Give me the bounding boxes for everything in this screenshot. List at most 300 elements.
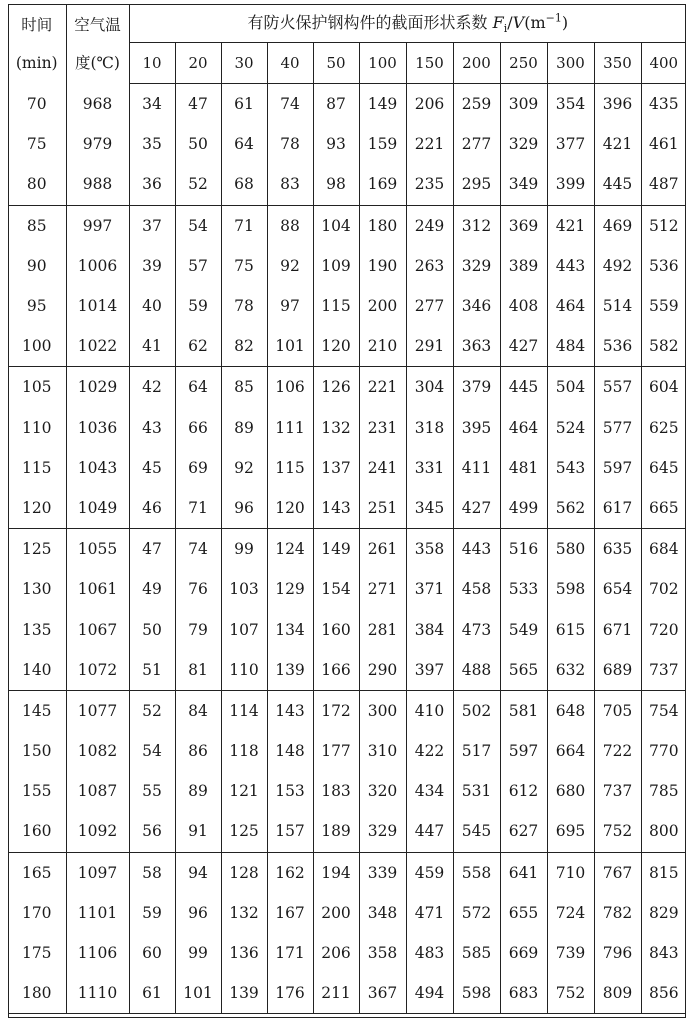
table-row xyxy=(8,246,686,286)
factor-header: 100 xyxy=(359,43,406,84)
table-row xyxy=(8,771,686,811)
cell-value: 68 xyxy=(221,164,267,205)
table-row xyxy=(8,973,686,1014)
cell-value: 177 xyxy=(313,731,359,771)
cell-value: 39 xyxy=(142,256,162,275)
cell-value: 737 xyxy=(641,650,686,691)
cell-value: 396 xyxy=(594,84,641,125)
cell-value: 76 xyxy=(175,569,221,609)
cell-value: 132 xyxy=(221,893,267,933)
table-row xyxy=(8,448,686,488)
cell-value: 149 xyxy=(313,529,359,570)
cell-air-temperature: 1022 xyxy=(66,326,129,367)
cell-value: 577 xyxy=(594,408,641,448)
cell-value: 318 xyxy=(406,408,453,448)
cell-value: 83 xyxy=(267,164,313,205)
cell-value: 422 xyxy=(406,731,453,771)
cell-value: 110 xyxy=(221,650,267,691)
cell-value: 512 xyxy=(641,205,686,246)
cell-value: 800 xyxy=(641,811,686,852)
cell-value: 74 xyxy=(267,84,313,125)
cell-value: 684 xyxy=(641,529,686,570)
factor-header: 30 xyxy=(221,43,267,84)
cell-value: 172 xyxy=(313,690,359,731)
cell-value: 329 xyxy=(500,124,547,164)
cell-air-temperature: 1077 xyxy=(66,690,129,731)
cell-value: 612 xyxy=(500,771,547,811)
cell-value: 648 xyxy=(547,690,594,731)
cell-value: 421 xyxy=(594,124,641,164)
cell-value: 572 xyxy=(453,893,500,933)
factor-header: 150 xyxy=(406,43,453,84)
cell-value: 85 xyxy=(221,367,267,408)
cell-value: 89 xyxy=(221,408,267,448)
factor-header: 250 xyxy=(500,43,547,84)
header-temperature xyxy=(66,4,129,84)
factor-header: 400 xyxy=(641,43,686,84)
cell-value: 98 xyxy=(313,164,359,205)
cell-value: 52 xyxy=(175,164,221,205)
header-span-text: 有防火保护钢构件的截面形状系数 xyxy=(247,13,488,33)
cell-value: 259 xyxy=(453,84,500,125)
cell-value: 597 xyxy=(594,448,641,488)
formula-close: ) xyxy=(561,13,569,33)
cell-value: 558 xyxy=(453,852,500,893)
cell-value: 531 xyxy=(453,771,500,811)
cell-value: 129 xyxy=(267,569,313,609)
cell-value: 92 xyxy=(221,448,267,488)
cell-value: 50 xyxy=(175,124,221,164)
table-row xyxy=(8,408,686,448)
cell-value: 251 xyxy=(359,488,406,529)
cell-time: 170 xyxy=(8,893,66,933)
cell-value: 445 xyxy=(594,164,641,205)
cell-value: 349 xyxy=(500,164,547,205)
cell-value: 41 xyxy=(129,326,175,367)
cell-value: 210 xyxy=(359,326,406,367)
cell-value: 88 xyxy=(267,205,313,246)
cell-value: 720 xyxy=(641,609,686,649)
cell-value: 249 xyxy=(406,205,453,246)
cell-value: 160 xyxy=(313,609,359,649)
cell-value: 54 xyxy=(142,742,162,761)
table-row xyxy=(8,124,686,164)
cell-air-temperature: 1097 xyxy=(66,852,129,893)
cell-value: 514 xyxy=(594,286,641,326)
cell-air-temperature: 1087 xyxy=(66,771,129,811)
cell-value: 645 xyxy=(641,448,686,488)
cell-value: 856 xyxy=(641,973,686,1014)
cell-value: 487 xyxy=(641,164,686,205)
cell-value: 86 xyxy=(175,731,221,771)
cell-value: 329 xyxy=(359,811,406,852)
cell-value: 543 xyxy=(547,448,594,488)
cell-air-temperature: 1036 xyxy=(66,408,129,448)
cell-time: 95 xyxy=(8,286,66,326)
cell-value: 189 xyxy=(313,811,359,852)
cell-value: 143 xyxy=(267,690,313,731)
cell-value: 312 xyxy=(453,205,500,246)
cell-value: 111 xyxy=(267,408,313,448)
cell-value: 190 xyxy=(359,246,406,286)
cell-value: 752 xyxy=(547,973,594,1014)
cell-value: 78 xyxy=(267,124,313,164)
cell-value: 153 xyxy=(267,771,313,811)
formula-unit: (m xyxy=(524,13,546,33)
cell-value: 397 xyxy=(406,650,453,691)
cell-time: 160 xyxy=(8,811,66,852)
factor-header: 350 xyxy=(594,43,641,84)
cell-value: 64 xyxy=(175,367,221,408)
cell-value: 565 xyxy=(500,650,547,691)
header-temp-line2: 度(℃) xyxy=(75,53,120,72)
cell-value: 143 xyxy=(313,488,359,529)
cell-value: 597 xyxy=(500,731,547,771)
cell-value: 671 xyxy=(594,609,641,649)
cell-value: 59 xyxy=(142,903,162,922)
cell-value: 109 xyxy=(313,246,359,286)
cell-value: 464 xyxy=(500,408,547,448)
cell-value: 183 xyxy=(313,771,359,811)
cell-value: 310 xyxy=(359,731,406,771)
cell-value: 99 xyxy=(175,933,221,973)
cell-value: 231 xyxy=(359,408,406,448)
table-row xyxy=(8,731,686,771)
cell-value: 843 xyxy=(641,933,686,973)
cell-value: 137 xyxy=(313,448,359,488)
cell-value: 62 xyxy=(175,326,221,367)
cell-value: 331 xyxy=(406,448,453,488)
cell-value: 782 xyxy=(594,893,641,933)
cell-value: 427 xyxy=(453,488,500,529)
cell-value: 615 xyxy=(547,609,594,649)
cell-value: 139 xyxy=(267,650,313,691)
cell-value: 277 xyxy=(406,286,453,326)
cell-value: 118 xyxy=(221,731,267,771)
cell-value: 235 xyxy=(406,164,453,205)
table-row xyxy=(8,488,686,529)
formula-slash: / xyxy=(507,13,513,33)
cell-value: 754 xyxy=(641,690,686,731)
cell-air-temperature: 1101 xyxy=(66,893,129,933)
cell-value: 469 xyxy=(594,205,641,246)
cell-value: 75 xyxy=(221,246,267,286)
cell-value: 59 xyxy=(175,286,221,326)
cell-value: 484 xyxy=(547,326,594,367)
table-row xyxy=(8,326,686,367)
cell-value: 60 xyxy=(142,944,162,963)
table-row xyxy=(8,893,686,933)
cell-time: 155 xyxy=(8,771,66,811)
cell-time: 90 xyxy=(8,246,66,286)
cell-value: 128 xyxy=(221,852,267,893)
cell-value: 221 xyxy=(406,124,453,164)
cell-value: 483 xyxy=(406,933,453,973)
table-row xyxy=(8,286,686,326)
cell-value: 346 xyxy=(453,286,500,326)
cell-value: 277 xyxy=(453,124,500,164)
table-row xyxy=(8,164,686,205)
cell-value: 194 xyxy=(313,852,359,893)
cell-value: 809 xyxy=(594,973,641,1014)
cell-value: 796 xyxy=(594,933,641,973)
cell-value: 47 xyxy=(175,84,221,125)
cell-time: 150 xyxy=(8,731,66,771)
cell-value: 159 xyxy=(359,124,406,164)
cell-value: 115 xyxy=(267,448,313,488)
cell-time: 135 xyxy=(8,609,66,649)
cell-value: 211 xyxy=(313,973,359,1014)
cell-value: 120 xyxy=(313,326,359,367)
cell-value: 37 xyxy=(142,216,162,235)
table-row xyxy=(8,811,686,852)
cell-air-temperature: 988 xyxy=(66,164,129,205)
cell-value: 169 xyxy=(359,164,406,205)
cell-value: 271 xyxy=(359,569,406,609)
cell-value: 815 xyxy=(641,852,686,893)
cell-air-temperature: 1049 xyxy=(66,488,129,529)
cell-air-temperature: 1110 xyxy=(66,973,129,1014)
cell-value: 91 xyxy=(175,811,221,852)
cell-value: 154 xyxy=(313,569,359,609)
cell-value: 281 xyxy=(359,609,406,649)
cell-time: 140 xyxy=(8,650,66,691)
cell-value: 358 xyxy=(406,529,453,570)
cell-value: 504 xyxy=(547,367,594,408)
cell-value: 71 xyxy=(221,205,267,246)
cell-value: 695 xyxy=(547,811,594,852)
cell-value: 97 xyxy=(267,286,313,326)
cell-value: 408 xyxy=(500,286,547,326)
cell-value: 114 xyxy=(221,690,267,731)
cell-air-temperature: 1006 xyxy=(66,246,129,286)
cell-value: 363 xyxy=(453,326,500,367)
cell-value: 55 xyxy=(142,782,162,801)
cell-value: 435 xyxy=(641,84,686,125)
cell-value: 665 xyxy=(641,488,686,529)
formula-sub: i xyxy=(503,22,508,36)
cell-value: 494 xyxy=(406,973,453,1014)
cell-value: 785 xyxy=(641,771,686,811)
header-time-line1: 时间 xyxy=(21,15,53,34)
cell-value: 339 xyxy=(359,852,406,893)
cell-value: 427 xyxy=(500,326,547,367)
table-row xyxy=(8,852,686,893)
cell-value: 291 xyxy=(406,326,453,367)
cell-value: 35 xyxy=(142,135,162,154)
cell-value: 54 xyxy=(175,205,221,246)
cell-value: 61 xyxy=(221,84,267,125)
cell-value: 206 xyxy=(406,84,453,125)
cell-time: 105 xyxy=(8,367,66,408)
cell-value: 443 xyxy=(453,529,500,570)
cell-value: 680 xyxy=(547,771,594,811)
cell-value: 221 xyxy=(359,367,406,408)
cell-value: 770 xyxy=(641,731,686,771)
cell-value: 162 xyxy=(267,852,313,893)
cell-value: 82 xyxy=(221,326,267,367)
cell-value: 69 xyxy=(175,448,221,488)
cell-value: 517 xyxy=(453,731,500,771)
cell-value: 45 xyxy=(142,458,162,477)
cell-value: 200 xyxy=(359,286,406,326)
table-row xyxy=(8,650,686,691)
cell-air-temperature: 1029 xyxy=(66,367,129,408)
cell-time: 165 xyxy=(8,852,66,893)
table-row xyxy=(8,569,686,609)
cell-value: 43 xyxy=(142,418,162,437)
cell-value: 549 xyxy=(500,609,547,649)
cell-value: 654 xyxy=(594,569,641,609)
factor-header: 40 xyxy=(267,43,313,84)
cell-value: 46 xyxy=(129,488,175,529)
cell-value: 148 xyxy=(267,731,313,771)
cell-value: 641 xyxy=(500,852,547,893)
cell-value: 434 xyxy=(406,771,453,811)
cell-value: 421 xyxy=(547,205,594,246)
cell-value: 354 xyxy=(547,84,594,125)
cell-value: 689 xyxy=(594,650,641,691)
cell-value: 348 xyxy=(359,893,406,933)
cell-value: 516 xyxy=(500,529,547,570)
cell-value: 767 xyxy=(594,852,641,893)
cell-value: 47 xyxy=(142,540,162,559)
cell-value: 120 xyxy=(267,488,313,529)
cell-value: 149 xyxy=(359,84,406,125)
cell-value: 92 xyxy=(267,246,313,286)
cell-time: 75 xyxy=(8,124,66,164)
cell-value: 664 xyxy=(547,731,594,771)
cell-value: 49 xyxy=(142,580,162,599)
cell-value: 358 xyxy=(359,933,406,973)
cell-value: 36 xyxy=(129,164,175,205)
cell-value: 295 xyxy=(453,164,500,205)
factor-header: 50 xyxy=(313,43,359,84)
cell-value: 399 xyxy=(547,164,594,205)
cell-value: 705 xyxy=(594,690,641,731)
cell-air-temperature: 1061 xyxy=(66,569,129,609)
cell-value: 57 xyxy=(175,246,221,286)
cell-value: 261 xyxy=(359,529,406,570)
cell-value: 488 xyxy=(453,650,500,691)
cell-value: 598 xyxy=(547,569,594,609)
cell-value: 66 xyxy=(175,408,221,448)
cell-value: 200 xyxy=(313,893,359,933)
cell-air-temperature: 1014 xyxy=(66,286,129,326)
cell-value: 632 xyxy=(547,650,594,691)
cell-value: 557 xyxy=(594,367,641,408)
cell-value: 96 xyxy=(221,488,267,529)
cell-value: 329 xyxy=(453,246,500,286)
cell-air-temperature: 979 xyxy=(66,124,129,164)
cell-time: 115 xyxy=(8,448,66,488)
cell-time: 175 xyxy=(8,933,66,973)
cell-value: 61 xyxy=(129,973,175,1014)
cell-time: 180 xyxy=(8,973,66,1014)
cell-value: 443 xyxy=(547,246,594,286)
cell-value: 536 xyxy=(641,246,686,286)
table-row xyxy=(8,690,686,731)
cell-value: 167 xyxy=(267,893,313,933)
cell-value: 136 xyxy=(221,933,267,973)
cell-value: 604 xyxy=(641,367,686,408)
cell-value: 42 xyxy=(142,378,162,397)
cell-value: 598 xyxy=(453,973,500,1014)
cell-air-temperature: 997 xyxy=(66,205,129,246)
cell-air-temperature: 1055 xyxy=(66,529,129,570)
header-temp-line1: 空气温 xyxy=(74,15,121,34)
cell-value: 580 xyxy=(547,529,594,570)
cell-value: 384 xyxy=(406,609,453,649)
cell-value: 473 xyxy=(453,609,500,649)
cell-value: 157 xyxy=(267,811,313,852)
cell-value: 290 xyxy=(359,650,406,691)
cell-value: 93 xyxy=(313,124,359,164)
cell-value: 524 xyxy=(547,408,594,448)
cell-value: 107 xyxy=(221,609,267,649)
cell-value: 379 xyxy=(453,367,500,408)
cell-value: 581 xyxy=(500,690,547,731)
cell-time: 130 xyxy=(8,569,66,609)
cell-value: 106 xyxy=(267,367,313,408)
cell-value: 625 xyxy=(641,408,686,448)
cell-value: 79 xyxy=(175,609,221,649)
cell-value: 737 xyxy=(594,771,641,811)
cell-value: 345 xyxy=(406,488,453,529)
cell-value: 103 xyxy=(221,569,267,609)
cell-value: 536 xyxy=(594,326,641,367)
cell-time: 85 xyxy=(8,205,66,246)
table-row xyxy=(8,933,686,973)
cell-value: 34 xyxy=(142,95,162,114)
header-section-factor xyxy=(129,4,686,43)
cell-value: 81 xyxy=(175,650,221,691)
cell-value: 96 xyxy=(175,893,221,933)
cell-value: 121 xyxy=(221,771,267,811)
cell-air-temperature: 1072 xyxy=(66,650,129,691)
cell-value: 459 xyxy=(406,852,453,893)
cell-value: 545 xyxy=(453,811,500,852)
cell-value: 471 xyxy=(406,893,453,933)
cell-value: 585 xyxy=(453,933,500,973)
cell-value: 104 xyxy=(313,205,359,246)
cell-value: 132 xyxy=(313,408,359,448)
cell-value: 461 xyxy=(641,124,686,164)
cell-value: 52 xyxy=(142,701,162,720)
cell-value: 166 xyxy=(313,650,359,691)
cell-value: 94 xyxy=(175,852,221,893)
cell-value: 139 xyxy=(221,973,267,1014)
cell-value: 71 xyxy=(175,488,221,529)
cell-value: 171 xyxy=(267,933,313,973)
cell-value: 371 xyxy=(406,569,453,609)
table-row xyxy=(8,84,686,125)
cell-time: 125 xyxy=(8,529,66,570)
cell-value: 635 xyxy=(594,529,641,570)
cell-value: 829 xyxy=(641,893,686,933)
cell-value: 263 xyxy=(406,246,453,286)
cell-value: 125 xyxy=(221,811,267,852)
cell-value: 304 xyxy=(406,367,453,408)
cell-air-temperature: 1067 xyxy=(66,609,129,649)
cell-value: 101 xyxy=(175,973,221,1014)
cell-value: 724 xyxy=(547,893,594,933)
cell-value: 180 xyxy=(359,205,406,246)
cell-value: 582 xyxy=(641,326,686,367)
cell-value: 562 xyxy=(547,488,594,529)
cell-value: 702 xyxy=(641,569,686,609)
cell-air-temperature: 1082 xyxy=(66,731,129,771)
